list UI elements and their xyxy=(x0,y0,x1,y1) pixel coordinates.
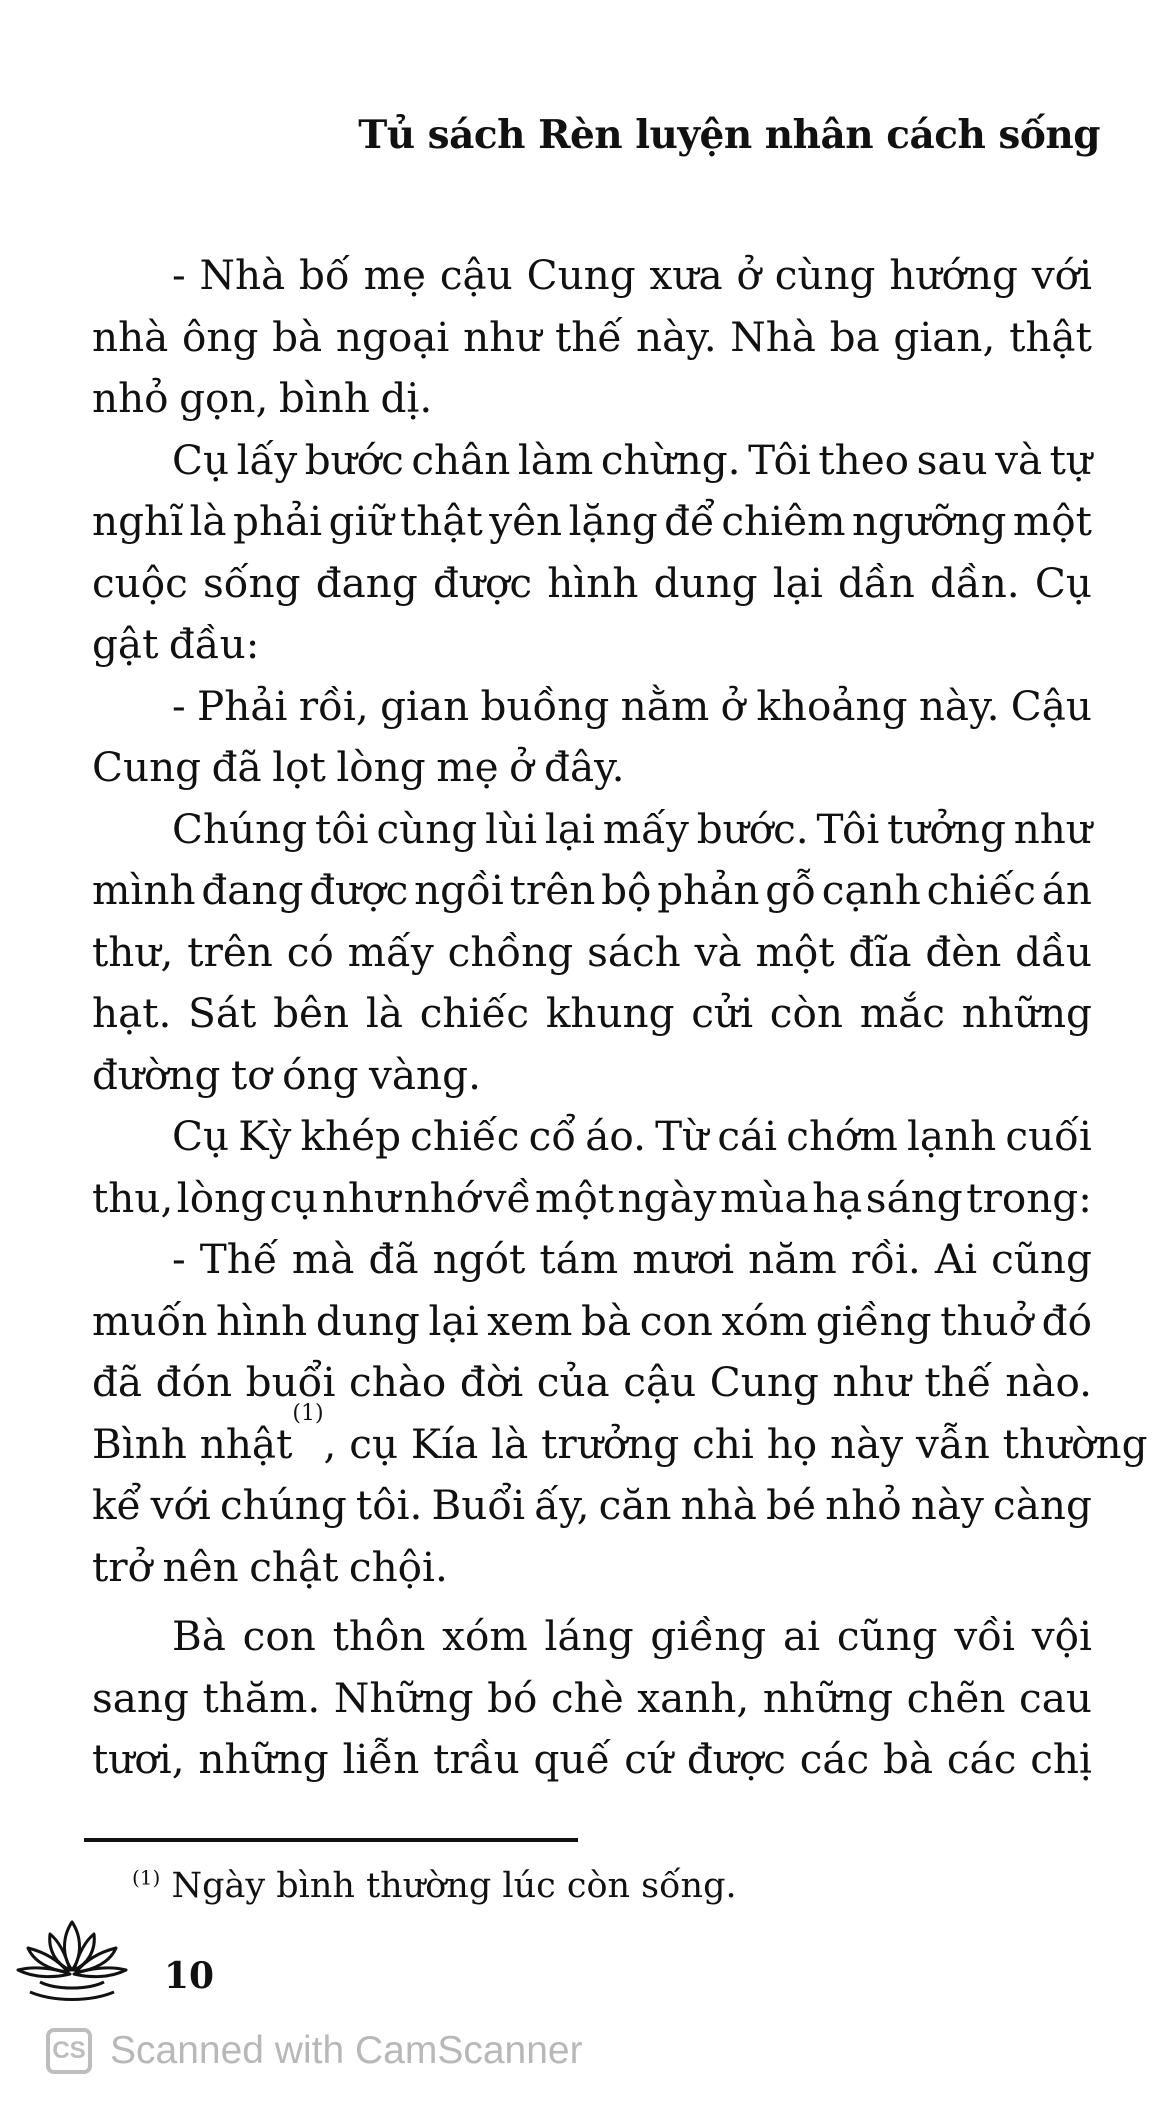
footnote xyxy=(132,1866,737,1906)
text-line: mình đang được ngồi trên bộ phản gỗ cạnh chiếc án xyxy=(92,866,1092,914)
text-line: đường tơ óng vàng. xyxy=(92,1050,481,1099)
camscanner-logo-icon: CS xyxy=(46,2028,92,2074)
text-line: thu, lòng cụ như nhớ về một ngày mùa hạ sáng trong: xyxy=(92,1173,1092,1222)
text-line: nhà ông bà ngoại như thế này. Nhà ba gian, thật xyxy=(92,312,1092,361)
text-line: nhỏ gọn, bình dị. xyxy=(92,374,433,422)
page-number: 10 xyxy=(164,1955,215,1997)
text-line: thư, trên có mấy chồng sách và một đĩa đèn dầu xyxy=(92,927,1092,976)
text-line: muốn hình dung lại xem bà con xóm giềng thuở đó xyxy=(92,1296,1092,1345)
scanner-watermark xyxy=(46,2028,583,2074)
text-line-with-footnote xyxy=(92,1400,1148,1476)
text-line: Cụ Kỳ khép chiếc cổ áo. Từ cái chớm lạnh cuối xyxy=(172,1112,1092,1160)
text-line: nghĩ là phải giữ thật yên lặng để chiêm ngưỡng một xyxy=(92,497,1092,545)
footnote-text: Ngày bình thường lúc còn sống. xyxy=(171,1866,737,1906)
running-header: Tủ sách Rèn luyện nhân cách sống xyxy=(358,112,1100,158)
text-line: - Thế mà đã ngót tám mươi năm rồi. Ai cũng xyxy=(172,1235,1092,1283)
text-line: Cụ lấy bước chân làm chừng. Tôi theo sau và tự xyxy=(172,435,1092,484)
text-line: Bà con thôn xóm láng giềng ai cũng vồi vội xyxy=(172,1612,1092,1660)
text-line: tươi, những liễn trầu quế cứ được các bà các chị xyxy=(92,1735,1092,1783)
watermark-text: Scanned with CamScanner xyxy=(110,2029,583,2072)
text-segment: , cụ Kía là trưởng chi họ này vẫn thường xyxy=(323,1419,1148,1468)
body-text xyxy=(92,245,1148,1791)
lotus-ornament-icon xyxy=(10,1912,135,2012)
footnote-marker: (1) xyxy=(132,1865,161,1890)
text-segment: Bình nhật xyxy=(92,1419,293,1468)
footnote-reference[interactable]: (1) xyxy=(292,1400,324,1426)
footnote-divider xyxy=(84,1838,578,1842)
text-line: Cung đã lọt lòng mẹ ở đây. xyxy=(92,743,625,791)
text-line: gật đầu: xyxy=(92,620,260,668)
text-line: - Nhà bố mẹ cậu Cung xưa ở cùng hướng với xyxy=(172,251,1092,299)
text-line: cuộc sống đang được hình dung lại dần dần. Cụ xyxy=(92,558,1092,607)
text-line: trở nên chật chội. xyxy=(92,1542,448,1591)
text-line: hạt. Sát bên là chiếc khung cửi còn mắc những xyxy=(92,989,1092,1037)
text-line: kể với chúng tôi. Buổi ấy, căn nhà bé nhỏ này càng xyxy=(92,1481,1092,1529)
text-line: Chúng tôi cùng lùi lại mấy bước. Tôi tưởng như xyxy=(172,804,1092,853)
text-line: - Phải rồi, gian buồng nằm ở khoảng này. Cậu xyxy=(172,681,1092,730)
text-line: sang thăm. Những bó chè xanh, những chẽn cau xyxy=(92,1673,1092,1722)
text-line: đã đón buổi chào đời của cậu Cung như thế nào. xyxy=(92,1358,1092,1406)
